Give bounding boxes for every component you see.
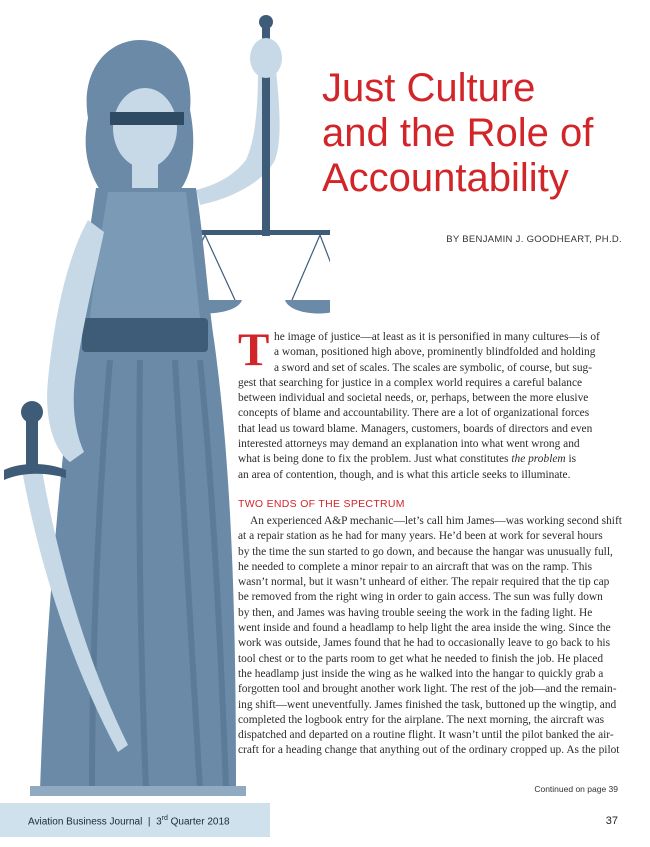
byline: BY BENJAMIN J. GOODHEART, PH.D.	[446, 234, 622, 245]
text-line: interested attorneys may demand an explanation into what went wrong and	[238, 438, 580, 451]
raised-hand	[250, 38, 282, 78]
issue-number: 3	[156, 816, 162, 828]
text-fragment: what is being done to fix the problem. Just what constitutes	[238, 453, 512, 466]
text-line: he image of justice—at least as it is personified in many cultures—is of	[274, 331, 600, 343]
bodice	[90, 192, 200, 318]
text-line: dispatched and departed on a routine flight. It wasn’t until the pilot banked the air-	[238, 729, 614, 742]
title-line: Just Culture	[322, 66, 536, 110]
emphasis-text: the problem	[511, 453, 566, 466]
footer-separator: |	[147, 816, 151, 828]
text-line-with-emphasis	[238, 452, 626, 467]
text-line: ing shift—went uneventfully. James finished the task, buttoned up the wingtip, and	[238, 698, 617, 711]
text-line: tool chest or to the parts room to get what he needed to finish the job. He placed	[238, 652, 604, 665]
text-line: by then, and James was having trouble seeing the work in the fading light. He	[238, 606, 593, 619]
drop-cap: T	[238, 324, 270, 376]
text-line: between individual and societal needs, or, perhaps, between the more elusive	[238, 392, 589, 405]
text-line: that lead us toward blame. Managers, customers, boards of directors and even	[238, 422, 593, 435]
text-line: a woman, positioned high above, prominently blindfolded and holding	[274, 346, 596, 359]
footer-publication-info	[28, 815, 230, 827]
belt	[82, 318, 208, 352]
intro-paragraph	[238, 324, 626, 483]
issue-ordinal: rd	[161, 815, 168, 822]
section-paragraph	[238, 514, 626, 759]
text-line: he needed to complete a minor repair to an aircraft that was on the ramp. This	[238, 560, 593, 573]
sword-pommel	[21, 401, 43, 423]
sword-grip	[26, 418, 38, 466]
continued-note: Continued on page 39	[534, 784, 618, 794]
text-line: at a repair station as he had for many years. He’d been at work for several hours	[238, 530, 603, 543]
text-line: an area of contention, though, and is what this article seeks to illuminate.	[238, 468, 571, 481]
page-number: 37	[605, 815, 618, 827]
text-line: completed the logbook entry for the airplane. The next morning, the aircraft was	[238, 713, 605, 726]
text-line: forgotten tool and brought another work light. The rest of the job—and the remain-	[238, 683, 617, 696]
text-line: concepts of blame and accountability. There are a lot of organizational forces	[238, 407, 590, 420]
text-line: An experienced A&P mechanic—let’s call him James—was working second shift	[250, 515, 622, 527]
section-heading: TWO ENDS OF THE SPECTRUM	[238, 498, 405, 510]
scale-pan-right	[285, 300, 330, 314]
text-line: the headlamp just inside the wing as he walked into the hangar to quickly grab a	[238, 667, 604, 680]
text-line: wasn’t normal, but it wasn’t unheard of either. The repair required that the tip cap	[238, 576, 610, 589]
publication-name: Aviation Business Journal	[28, 816, 143, 828]
text-line: by the time the sun started to go down, and because the hangar was unusually full,	[238, 545, 613, 558]
blindfold	[110, 112, 184, 125]
figure-base	[30, 786, 246, 796]
scale-strings-right	[292, 235, 330, 300]
scale-finial	[259, 15, 273, 29]
text-line: gest that searching for justice in a complex world requires a careful balance	[238, 376, 583, 389]
title-line: Accountability	[322, 156, 569, 200]
text-line: a sword and set of scales. The scales are symbolic, of course, but sug-	[274, 361, 593, 374]
text-line: be removed from the right wing in order to gain access. The sun was fully down	[238, 591, 603, 604]
article-title	[322, 66, 642, 201]
title-line: and the Role of	[322, 111, 594, 155]
neck	[132, 160, 158, 188]
scale-beam	[196, 230, 330, 235]
face	[113, 88, 177, 168]
text-line: went inside and found a headlamp to help light the area inside the wing. Since the	[238, 622, 611, 635]
text-line: work was outside, James found that he had to occasionally leave to go back to his	[238, 637, 611, 650]
text-fragment: is	[565, 453, 577, 466]
issue-quarter: Quarter 2018	[167, 816, 230, 828]
text-line: craft for a heading change that anything out of the ordinary cropped up. As the pilot	[238, 744, 620, 757]
